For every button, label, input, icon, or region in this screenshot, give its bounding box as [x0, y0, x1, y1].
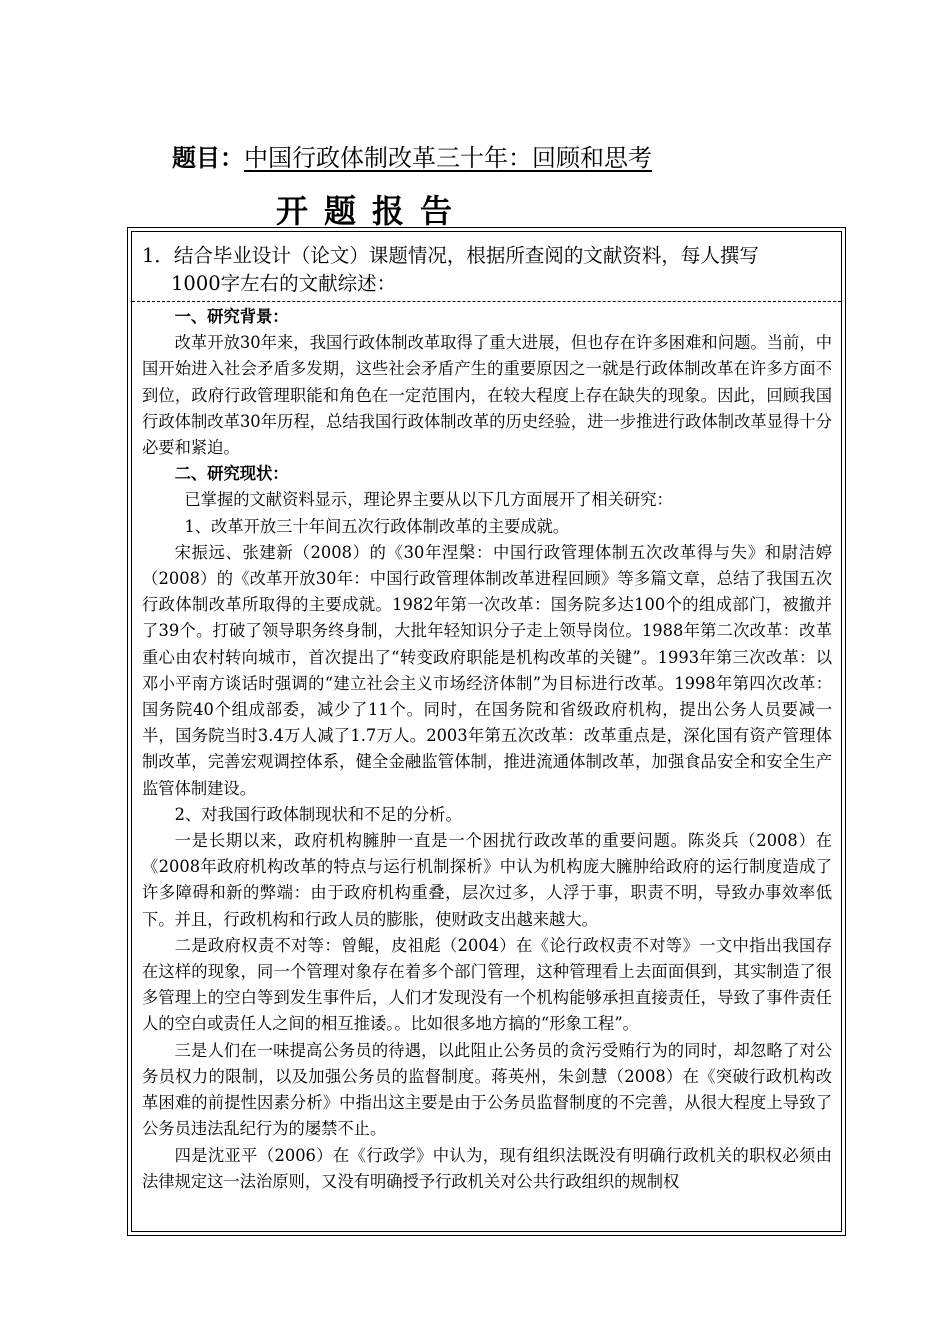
document-title — [172, 138, 652, 173]
item1-paragraph: 宋振远、张建新（2008）的《30年涅槃：中国行政管理体制五次改革得与失》和尉洁婷（2008）的《改革开放30年：中国行政管理体制改革进程回顾》等多篇文章，总结了我国五次行政体制改革所取得的主要成就。1982年第一次改革：国务院多达100个的组成部门，被撤并了39个。打破了领导职务终身制，大批年轻知识分子走上领导岗位。1988年第二次改革：改革重心由农村转向城市，首次提出了“转变政府职能是机构改革的关键”。1993年第三次改革：以邓小平南方谈话时强调的“建立社会主义市场经济体制”为目标进行改革。1998年第四次改革：国务院40个组成部委，减少了11个。同时，在国务院和省级政府机构，提出公务人员要减一半，国务院当时3.4万人减了1.7万人。2003年第五次改革：改革重点是，深化国有资产管理体制改革，完善宏观调控体系，健全金融监管体制，推进流通体制改革，加强食品安全和安全生产监管体制建设。 — [142, 542, 832, 798]
item2-paragraph-3: 三是人们在一味提高公务员的待遇，以此阻止公务员的贪污受贿行为的同时，却忽略了对公务员权力的限制，以及加强公务员的监督制度。蒋英州，朱剑慧（2008）在《突破行政机构改革困难的前提性因素分析》中指出这主要是由于公务员监督制度的不完善，从很大程度上导致了公务员违法乱纪行为的屡禁不止。 — [142, 1040, 832, 1139]
status-heading: 二、研究现状： — [174, 464, 289, 484]
review-content — [142, 304, 832, 1195]
prompt-line-1: 1．结合毕业设计（论文）课题情况，根据所查阅的文献资料，每人撰写 — [142, 244, 759, 267]
prompt-text — [142, 242, 832, 298]
item2-title: 2、对我国行政体制现状和不足的分析。 — [174, 804, 462, 824]
background-heading: 一、研究背景： — [174, 307, 289, 326]
item2-paragraph-2: 二是政府权责不对等：曾鲲，皮祖彪（2004）在《论行政权责不对等》一文中指出我国存在这样的现象，同一个管理对象存在着多个部门管理，这种管理看上去面面俱到，其实制造了很多管理上的空白等到发生事件后，人们才发现没有一个机构能够承担直接责任，导致了事件责任人的空白或责任人之间的相互推诿。。比如很多地方搞的“形象工程”。 — [142, 935, 832, 1034]
report-heading: 开题报告 — [276, 192, 469, 230]
title-label: 题目： — [172, 144, 244, 172]
prompt-line-2: 1000字左右的文献综述： — [171, 272, 397, 295]
background-paragraph: 改革开放30年来，我国行政体制改革取得了重大进展，但也存在许多困难和问题。当前，中国开始进入社会矛盾多发期，这些社会矛盾产生的重要原因之一就是行政体制改革在许多方面不到位，政府行政管理职能和角色在一定范围内，在较大程度上存在缺失的现象。因此，回顾我国行政体制改革30年历程，总结我国行政体制改革的历史经验，进一步推进行政体制改革显得十分必要和紧迫。 — [142, 333, 832, 458]
title-value: 中国行政体制改革三十年：回顾和思考 — [244, 144, 652, 172]
item2-paragraph-1: 一是长期以来，政府机构臃肿一直是一个困扰行政改革的重要问题。陈炎兵（2008）在《2008年政府机构改革的特点与运行机制探析》中认为机构庞大臃肿给政府的运行制度造成了许多障碍和新的弊端：由于政府机构重叠，层次过多，人浮于事，职责不明，导致办事效率低下。并且，行政机构和行政人员的膨胀，使财政支出越来越大。 — [142, 831, 832, 929]
item2-paragraph-4: 四是沈亚平（2006）在《行政学》中认为，现有组织法既没有明确行政机关的职权必须由法律规定这一法治原则，又没有明确授予行政机关对公共行政组织的规制权 — [142, 1145, 832, 1191]
literature-review-box — [127, 227, 846, 1236]
dashed-divider — [132, 301, 841, 302]
item1-title: 1、改革开放三十年间五次行政体制改革的主要成就。 — [184, 516, 570, 536]
status-intro: 已掌握的文献资料显示，理论界主要从以下几方面展开了相关研究： — [184, 490, 673, 510]
